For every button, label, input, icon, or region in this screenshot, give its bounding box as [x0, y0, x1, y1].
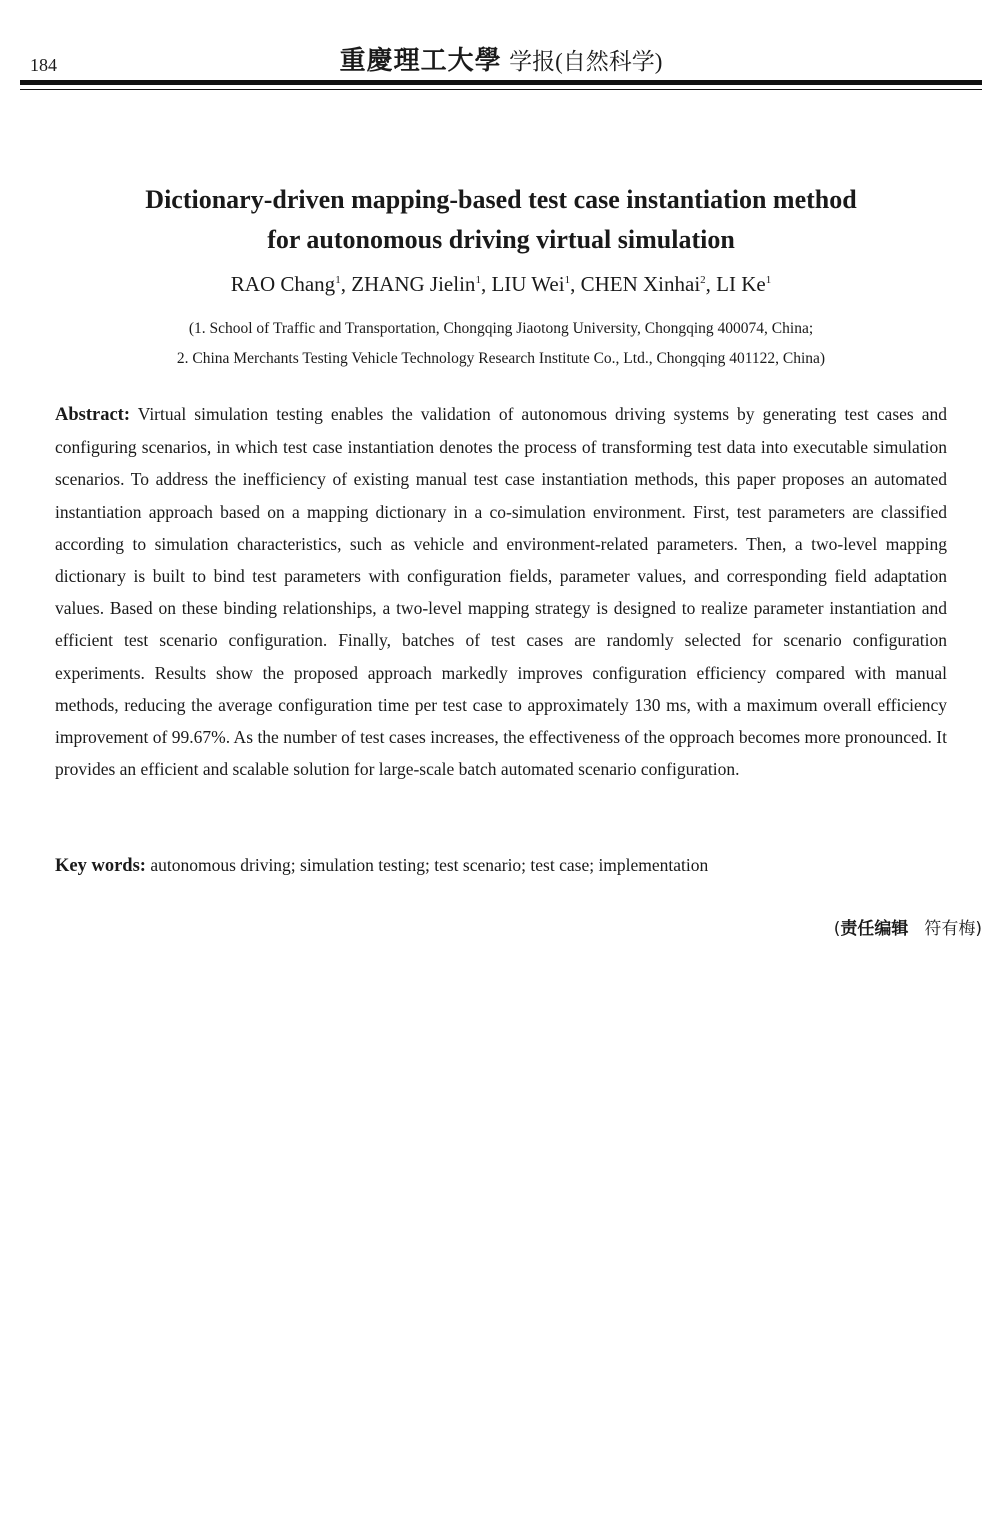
header-rule-thin [20, 89, 982, 90]
keywords [55, 849, 947, 882]
author: LI Ke$^1$ [716, 272, 772, 296]
abstract [55, 398, 947, 785]
header-rule-thick [20, 80, 982, 85]
abstract-label: Abstract: [55, 405, 131, 425]
editor-name: 符有梅 [924, 919, 976, 939]
author: LIU Wei$^1$ [491, 272, 571, 296]
abstract-text: Virtual simulation testing enables the validation of autonomous driving systems by generating test cases and configuring scenarios, in which test case instantiation denotes the process of transforming test data into executable simulation scenarios. To address the inefficiency of existing manual test case instantiation methods, this paper proposes an automated instantiation approach based on a mapping dictionary in a co-simulation environment. First, test parameters are classified according to simulation characteristics, such as vehicle and environment-related parameters. Then, a two-level mapping dictionary is built to bind test parameters with configuration fields, parameter values, and corresponding field adaptation values. Based on these binding relationships, a two-level mapping strategy is designed to realize parameter instantiation and efficient test scenario configuration. Finally, batches of test cases are randomly selected for scenario configuration experiments. Results show the proposed approach markedly improves configuration efficiency compared with manual methods, reducing the average configuration time per test case to approximately 130 ms, with a maximum overall efficiency improvement of 99.67%. As the number of test cases increases, the effectiveness of the opproach becomes more pronounced. It provides an efficient and scalable solution for large-scale batch automated scenario configuration. [55, 404, 947, 780]
author: ZHANG Jielin$^1$ [351, 272, 481, 296]
affiliation-2: 2. China Merchants Testing Vehicle Technology Research Institute Co., Ltd., Chongqing 401122, China) [176, 350, 826, 367]
editor-role: 责任编辑 [840, 919, 909, 939]
affiliation-1: (1. School of Traffic and Transportation, Chongqing Jiaotong University, Chongqing 400074, China; [188, 320, 814, 337]
page-header [0, 0, 1002, 95]
author: CHEN Xinhai$^2$ [580, 272, 706, 296]
editor-note: (责任编辑 符有梅) [833, 919, 982, 939]
journal-title [0, 40, 1002, 77]
journal-name: 重慶理工大學 [339, 46, 502, 75]
article-title [80, 180, 922, 260]
page-number: 184 [30, 55, 57, 75]
keywords-text: autonomous driving; simulation testing; test scenario; test case; implementation [150, 855, 709, 875]
author-list: RAO Chang$^1$, ZHANG Jielin$^1$, LIU Wei$^1$, CHEN Xinhai$^2$, LI Ke$^1$ [230, 272, 772, 296]
author: RAO Chang$^1$ [230, 272, 341, 296]
journal-subtitle: 学报(自然科学) [509, 49, 663, 74]
title-line-2: for autonomous driving virtual simulation [267, 225, 735, 254]
keywords-label: Key words: [55, 856, 146, 876]
title-line-1: Dictionary-driven mapping-based test case instantiation method [145, 185, 857, 214]
